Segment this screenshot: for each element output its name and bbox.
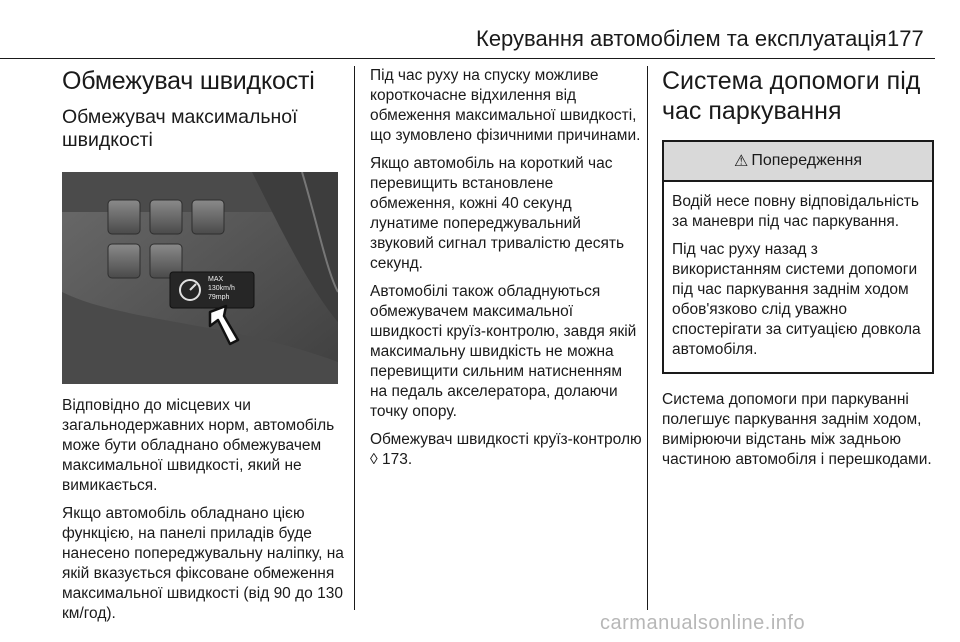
section-heading: Обмежувач швидкості bbox=[62, 67, 315, 95]
warning-paragraph: Під час руху назад з використанням системи допомоги під час паркування заднім ходом обов'язково слід уважно спостерігати за ситуацією довкола автомобіля. bbox=[672, 241, 921, 358]
warning-box bbox=[662, 140, 934, 374]
paragraph: Відповідно до місцевих чи загальнодержавних норм, автомобіль може бути обладнано обмежувачем максимальної швидкості, який не вимикається. bbox=[62, 397, 335, 494]
footer-watermark: carmanualsonline.info bbox=[600, 612, 806, 634]
warning-header bbox=[664, 142, 932, 182]
reference-text: Обмежувач швидкості круїз-контролю bbox=[370, 431, 642, 448]
page-reference-icon: ◊ bbox=[370, 451, 378, 468]
column-divider-1 bbox=[354, 66, 355, 610]
warning-body bbox=[664, 182, 932, 372]
column-3 bbox=[662, 66, 934, 478]
section-heading: Система допомоги під час паркування bbox=[662, 67, 921, 125]
paragraph: Під час руху на спуску можливе короткочасне відхилення від обмеження максимальної швидкості, що зумовлено фізичними причинами. bbox=[370, 67, 641, 144]
warning-paragraph: Водій несе повну відповідальність за маневри під час паркування. bbox=[672, 193, 919, 230]
header-rule bbox=[0, 58, 935, 59]
sticker-line-1: MAX bbox=[208, 276, 224, 283]
paragraph: Якщо автомобіль на короткий час перевищить встановлене обмеження, кожні 40 секунд лунатиме попереджувальний звуковий сигнал тривалістю десять секунд. bbox=[370, 155, 625, 272]
subsection-heading: Обмежувач максимальної швидкості bbox=[62, 106, 298, 151]
column-2 bbox=[370, 66, 642, 478]
page-number: 177 bbox=[887, 26, 924, 51]
page-header bbox=[0, 0, 960, 58]
paragraph: Якщо автомобіль обладнано цією функцією, на панелі приладів буде нанесено попереджувальну наліпку, на якій вказується фіксоване обмеження максимальної швидкості (від 90 до 130 км/год). bbox=[62, 505, 344, 622]
cross-reference[interactable] bbox=[370, 430, 642, 470]
sticker-line-3: 79mph bbox=[208, 294, 230, 301]
reference-page: 173. bbox=[381, 451, 413, 468]
column-divider-2 bbox=[647, 66, 648, 610]
speed-limiter-photo bbox=[62, 172, 338, 384]
pointer-arrow-icon bbox=[62, 172, 338, 384]
paragraph: Система допомоги при паркуванні полегшує паркування заднім ходом, вимірюючи відстань між задньою частиною автомобіля і перешкодами. bbox=[662, 391, 932, 468]
header-title: Керування автомобілем та експлуатація bbox=[476, 26, 887, 51]
sticker-line-2: 130km/h bbox=[208, 285, 235, 292]
paragraph: Автомобілі також обладнуються обмежувачем максимальної швидкості круїз-контролю, завдя якій максимальну швидкість не можна перевищити сильним натисненням на педаль акселератора, долаючи точку опору. bbox=[370, 283, 637, 420]
column-1 bbox=[62, 66, 344, 632]
warning-triangle-icon: ⚠ bbox=[733, 153, 749, 170]
warning-title: Попередження bbox=[751, 152, 863, 169]
